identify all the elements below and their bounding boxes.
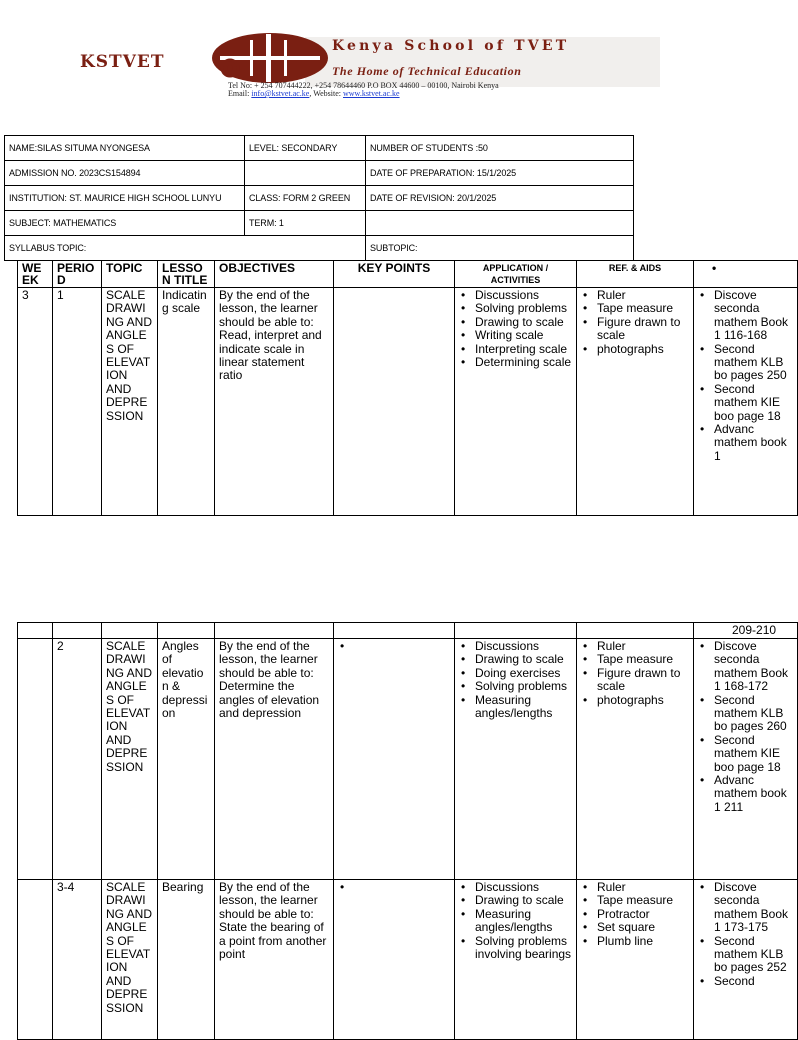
activities-cell	[455, 639, 577, 880]
list-item: • Discussions	[459, 881, 572, 894]
number-of-students: NUMBER OF STUDENTS :50	[366, 136, 634, 161]
info-row	[5, 186, 634, 211]
list-item: • Second mathem KLB bo pages 260	[698, 694, 793, 734]
kstvet-wordmark: KSTVET	[80, 52, 165, 72]
list-item: • Figure drawn to scale	[581, 667, 689, 694]
admission-number: ADMISSION NO. 2023CS154894	[5, 161, 245, 186]
resources-cell	[694, 880, 798, 1040]
date-of-revision: DATE OF REVISION: 20/1/2025	[366, 186, 634, 211]
aids-cell	[577, 639, 694, 880]
empty-cell	[577, 623, 694, 639]
letterhead	[80, 30, 660, 100]
resources-cell	[694, 288, 798, 516]
info-row	[5, 211, 634, 236]
email-link[interactable]: info@kstvet.ac.ke	[251, 89, 310, 98]
activities-cell	[455, 288, 577, 516]
lesson-title-cell: Indicatin g scale	[158, 288, 215, 516]
empty-cell	[102, 623, 158, 639]
list-item: • Writing scale	[459, 329, 572, 342]
header-ref-aids: REF. & AIDS	[577, 261, 694, 288]
contact-line: Tel No: + 254 707444222, +254 78644460 P.O BOX 44600 – 00100, Nairobi Kenya	[228, 81, 499, 90]
list-item: • Advanc mathem book 1	[698, 423, 793, 463]
list-item: • photographs	[581, 343, 689, 356]
list-item: • Measuring angles/lengths	[459, 908, 572, 935]
list-item: • Measuring angles/lengths	[459, 694, 572, 721]
list-item: • Ruler	[581, 881, 689, 894]
list-item: • Plumb line	[581, 935, 689, 948]
empty-cell	[158, 623, 215, 639]
period-cell: 3-4	[53, 880, 102, 1040]
email-label: Email:	[228, 89, 250, 98]
date-of-preparation: DATE OF PREPARATION: 15/1/2025	[366, 161, 634, 186]
header-application: APPLICATION / ACTIVITIES	[455, 261, 577, 288]
objectives-cell: By the end of the lesson, the learner should be able to: Read, interpret and indicate scale in linear statement ratio	[215, 288, 334, 516]
list-item: • photographs	[581, 694, 689, 707]
week-cell	[18, 639, 53, 880]
header-key-points: KEY POINTS	[334, 261, 455, 288]
list-item: • Second mathem KLB bo pages 252	[698, 935, 793, 975]
list-item: • Tape measure	[581, 302, 689, 315]
subject: SUBJECT: MATHEMATICS	[5, 211, 245, 236]
lesson-title-cell: Bearing	[158, 880, 215, 1040]
lesson-table-continued	[17, 622, 798, 1040]
empty-cell	[455, 623, 577, 639]
list-item: • Solving problems involving bearings	[459, 935, 572, 962]
list-item: • Determining scale	[459, 356, 572, 369]
list-item: • Ruler	[581, 289, 689, 302]
empty-cell	[245, 161, 366, 186]
list-item: • Ruler	[581, 640, 689, 653]
level: LEVEL: SECONDARY	[245, 136, 366, 161]
header-topic: TOPIC	[102, 261, 158, 288]
website-label: , Website:	[309, 89, 341, 98]
list-item: • Tape measure	[581, 894, 689, 907]
key-points-cell	[334, 880, 455, 1040]
table-row	[18, 639, 798, 880]
list-item: • Doing exercises	[459, 667, 572, 680]
week-cell: 3	[18, 288, 53, 516]
list-item: • Solving problems	[459, 680, 572, 693]
subtopic: SUBTOPIC:	[366, 236, 634, 261]
period-cell: 1	[53, 288, 102, 516]
table-row	[18, 880, 798, 1040]
week-cell	[18, 880, 53, 1040]
list-item: • Solving problems	[459, 302, 572, 315]
list-item: • Protractor	[581, 908, 689, 921]
objectives-cell: By the end of the lesson, the learner should be able to: Determine the angles of elevation and depression	[215, 639, 334, 880]
resources-cell	[694, 639, 798, 880]
topic-cell: SCALE DRAWI NG AND ANGLE S OF ELEVAT ION AND DEPRE SSION	[102, 880, 158, 1040]
school-tagline: The Home of Technical Education	[332, 64, 522, 78]
list-item: • Interpreting scale	[459, 343, 572, 356]
class: CLASS: FORM 2 GREEN	[245, 186, 366, 211]
empty-cell	[53, 623, 102, 639]
list-item: • Tape measure	[581, 653, 689, 666]
institution: INSTITUTION: ST. MAURICE HIGH SCHOOL LUNYU	[5, 186, 245, 211]
activities-cell	[455, 880, 577, 1040]
list-item: • Advanc mathem book 1 211	[698, 774, 793, 814]
teacher-name: NAME:SILAS SITUMA NYONGESA	[5, 136, 245, 161]
lesson-title-cell: Angles of elevatio n & depressi on	[158, 639, 215, 880]
info-row	[5, 136, 634, 161]
header-objectives: OBJECTIVES	[215, 261, 334, 288]
aids-cell	[577, 880, 694, 1040]
list-item: • Figure drawn to scale	[581, 316, 689, 343]
syllabus-topic: SYLLABUS TOPIC:	[5, 236, 366, 261]
empty-cell	[366, 211, 634, 236]
list-item: • Discove seconda mathem Book 1 168-172	[698, 640, 793, 694]
list-item: • Discussions	[459, 289, 572, 302]
empty-cell	[334, 623, 455, 639]
key-points-cell	[334, 639, 455, 880]
key-points-cell	[334, 288, 455, 516]
list-item: • Second mathem KLB bo pages 250	[698, 343, 793, 383]
list-item: • Discove seconda mathem Book 1 173-175	[698, 881, 793, 935]
list-item: • Discussions	[459, 640, 572, 653]
lesson-table	[17, 260, 798, 516]
objectives-cell: By the end of the lesson, the learner should be able to: State the bearing of a point from another point	[215, 880, 334, 1040]
list-item: • Second mathem KIE boo page 18	[698, 734, 793, 774]
header-week: WE EK	[18, 261, 53, 288]
info-row	[5, 236, 634, 261]
list-item: • Drawing to scale	[459, 316, 572, 329]
website-link[interactable]: www.kstvet.ac.ke	[343, 89, 400, 98]
list-item: • Second mathem KIE boo page 18	[698, 383, 793, 423]
empty-cell	[18, 623, 53, 639]
info-row	[5, 161, 634, 186]
header-row	[18, 261, 798, 288]
email-line	[228, 90, 499, 98]
contact-block	[228, 82, 499, 98]
list-item: • Second	[698, 975, 793, 988]
list-item: • Discove seconda mathem Book 1 116-168	[698, 289, 793, 343]
list-item: • Drawing to scale	[459, 653, 572, 666]
empty-cell	[215, 623, 334, 639]
term: TERM: 1	[245, 211, 366, 236]
carry-over-text: 209-210	[694, 623, 798, 639]
topic-cell: SCALE DRAWI NG AND ANGLE S OF ELEVAT ION AND DEPRE SSION	[102, 288, 158, 516]
lesson-plan-info-table	[4, 135, 634, 261]
list-item: • Drawing to scale	[459, 894, 572, 907]
header-period: PERIO D	[53, 261, 102, 288]
table-row	[18, 288, 798, 516]
aids-cell	[577, 288, 694, 516]
header-lesson-title: LESSO N TITLE	[158, 261, 215, 288]
carry-over-row	[18, 623, 798, 639]
period-cell: 2	[53, 639, 102, 880]
header-resources: •	[694, 261, 798, 288]
school-name: Kenya School of TVET	[332, 38, 570, 54]
list-item: • Set square	[581, 921, 689, 934]
topic-cell: SCALE DRAWI NG AND ANGLE S OF ELEVAT ION AND DEPRE SSION	[102, 639, 158, 880]
